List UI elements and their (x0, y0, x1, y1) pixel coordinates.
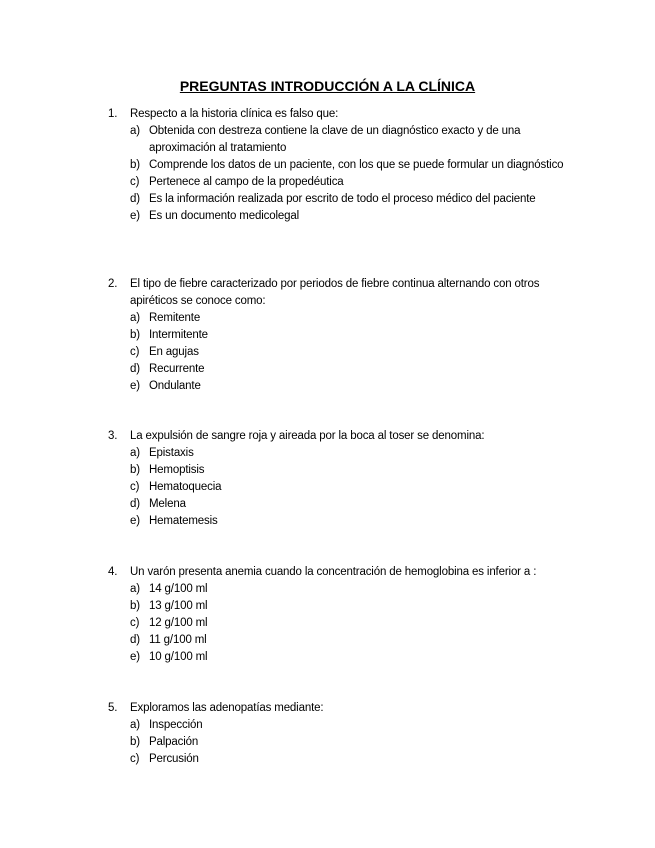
question-block (108, 564, 578, 666)
question-text: El tipo de fiebre caracterizado por periodos de fiebre continua alternando con otros apiréticos se conoce como: (130, 278, 540, 307)
option-text: Palpación (149, 736, 199, 748)
answer-option (130, 649, 578, 666)
answer-options-list (108, 445, 578, 530)
answer-option (130, 632, 578, 649)
option-letter: d) (130, 634, 140, 646)
answer-option (130, 734, 578, 751)
option-letter: a) (130, 447, 140, 459)
option-letter: c) (130, 481, 140, 493)
option-text: Pertenece al campo de la propedéutica (149, 176, 344, 188)
question-stem (108, 106, 578, 123)
question-block (108, 428, 578, 530)
question-block (108, 700, 578, 768)
answer-option (130, 445, 578, 462)
answer-option (130, 615, 578, 632)
answer-option (130, 361, 578, 378)
option-letter: e) (130, 380, 140, 392)
question-stem (108, 564, 578, 581)
option-letter: a) (130, 125, 140, 137)
question-number: 1. (108, 108, 118, 120)
question-number: 5. (108, 702, 118, 714)
question-number: 2. (108, 278, 118, 290)
option-letter: c) (130, 753, 140, 765)
answer-option (130, 581, 578, 598)
question-stem (108, 700, 578, 717)
option-text: Es la información realizada por escrito de todo el proceso médico del paciente (149, 193, 536, 205)
option-text: Hemoptisis (149, 464, 205, 476)
answer-option (130, 208, 578, 225)
option-text: 13 g/100 ml (149, 600, 208, 612)
document-title: PREGUNTAS INTRODUCCIÓN A LA CLÍNICA (179, 78, 476, 94)
option-text: Percusión (149, 753, 199, 765)
question-text: Un varón presenta anemia cuando la concentración de hemoglobina es inferior a : (130, 566, 537, 578)
option-text: Comprende los datos de un paciente, con los que se puede formular un diagnóstico (149, 159, 564, 171)
option-letter: d) (130, 193, 140, 205)
option-text: Recurrente (149, 363, 205, 375)
option-letter: a) (130, 312, 140, 324)
answer-option (130, 717, 578, 734)
option-text: Epistaxis (149, 447, 194, 459)
option-letter: b) (130, 736, 140, 748)
answer-option (130, 378, 578, 395)
option-letter: e) (130, 651, 140, 663)
answer-option (130, 462, 578, 479)
answer-options-list (108, 717, 578, 768)
answer-option (130, 479, 578, 496)
option-text: Hematoquecia (149, 481, 222, 493)
answer-option (130, 191, 578, 208)
option-text: Obtenida con destreza contiene la clave de un diagnóstico exacto y de una aproximación al tratamiento (149, 125, 521, 154)
option-letter: c) (130, 617, 140, 629)
question-number: 4. (108, 566, 118, 578)
answer-options-list (108, 123, 578, 225)
option-letter: b) (130, 600, 140, 612)
answer-option (130, 751, 578, 768)
option-letter: d) (130, 363, 140, 375)
option-letter: c) (130, 176, 140, 188)
answer-option (130, 513, 578, 530)
question-text: La expulsión de sangre roja y aireada por la boca al toser se denomina: (130, 430, 485, 442)
option-letter: e) (130, 210, 140, 222)
option-text: Es un documento medicolegal (149, 210, 300, 222)
option-text: Melena (149, 498, 186, 510)
option-text: 10 g/100 ml (149, 651, 208, 663)
option-letter: e) (130, 515, 140, 527)
option-text: En agujas (149, 346, 199, 358)
answer-option (130, 344, 578, 361)
question-stem (108, 428, 578, 445)
option-text: Intermitente (149, 329, 208, 341)
option-text: Inspección (149, 719, 203, 731)
question-text: Respecto a la historia clínica es falso que: (130, 108, 339, 120)
answer-option (130, 157, 578, 174)
question-block (108, 106, 578, 225)
answer-options-list (108, 310, 578, 395)
option-letter: b) (130, 464, 140, 476)
option-letter: d) (130, 498, 140, 510)
option-text: 11 g/100 ml (149, 634, 207, 646)
option-text: Remitente (149, 312, 201, 324)
option-letter: c) (130, 346, 140, 358)
option-letter: a) (130, 719, 140, 731)
option-text: 12 g/100 ml (149, 617, 208, 629)
option-letter: b) (130, 329, 140, 341)
answer-option (130, 496, 578, 513)
question-block (108, 276, 578, 395)
option-text: Ondulante (149, 380, 201, 392)
question-stem (108, 276, 578, 310)
question-number: 3. (108, 430, 118, 442)
option-text: 14 g/100 ml (149, 583, 208, 595)
answer-option (130, 174, 578, 191)
option-text: Hematemesis (149, 515, 218, 527)
option-letter: a) (130, 583, 140, 595)
question-text: Exploramos las adenopatías mediante: (130, 702, 324, 714)
answer-option (130, 598, 578, 615)
option-letter: b) (130, 159, 140, 171)
answer-option (130, 327, 578, 344)
answer-option (130, 123, 578, 157)
answer-option (130, 310, 578, 327)
answer-options-list (108, 581, 578, 666)
